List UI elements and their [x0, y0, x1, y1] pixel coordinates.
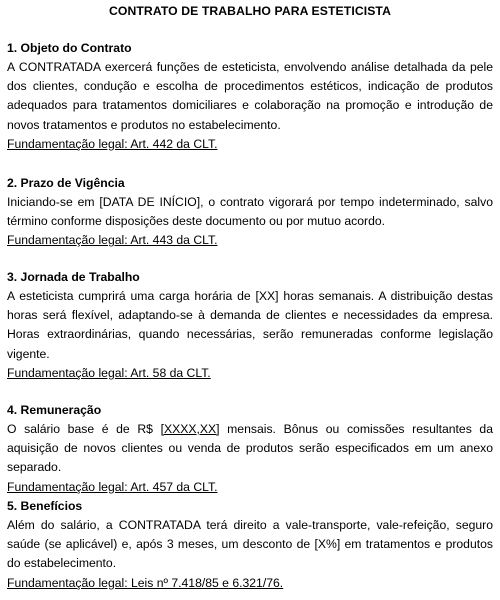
section-objeto — [7, 40, 493, 154]
section-heading: 2. Prazo de Vigência — [7, 176, 125, 190]
section-text: A esteticista cumprirá uma carga horária de [XX] horas semanais. A distribuição destas horas será flexível, adaptando-se à demanda de clientes e necessidades da empresa. Horas extraordinárias, quando necessárias, serão remuneradas conforme legislação vigente. — [7, 289, 493, 361]
document-title: CONTRATO DE TRABALHO PARA ESTETICISTA — [109, 4, 391, 18]
legal-reference: Fundamentação legal: Art. 442 da CLT. — [7, 136, 218, 151]
section-jornada — [7, 269, 493, 383]
legal-reference: Fundamentação legal: Art. 457 da CLT. — [7, 479, 218, 494]
section-beneficios — [7, 498, 493, 593]
section-heading: 4. Remuneração — [7, 403, 102, 417]
legal-reference: Fundamentação legal: Art. 443 da CLT. — [7, 233, 218, 248]
text-before: O salário base é de R$ — [7, 422, 161, 436]
salary-placeholder: [XXXX,XX] — [160, 422, 220, 436]
section-text: Além do salário, a CONTRATADA terá direito a vale-transporte, vale-refeição, seguro saúde (se aplicável) e, após 3 meses, um desconto de [X%] em tratamentos e produtos do estabelecimento. — [7, 518, 493, 571]
section-text: Iniciando-se em [DATA DE INÍCIO], o contrato vigorará por tempo indeterminado, salvo término conforme disposições deste documento ou por mutuo acordo. — [7, 195, 493, 229]
section-heading: 3. Jornada de Trabalho — [7, 270, 140, 284]
section-remuneracao — [7, 402, 493, 497]
legal-reference: Fundamentação legal: Leis nº 7.418/85 e 6.321/76. — [7, 575, 284, 590]
section-text — [7, 420, 493, 478]
legal-reference: Fundamentação legal: Art. 58 da CLT. — [7, 365, 211, 380]
section-text: A CONTRATADA exercerá funções de esteticista, envolvendo análise detalhada da pele dos clientes, condução e escolha de procedimentos estéticos, indicação de produtos adequados para tratamentos domiciliares e colaboração na promoção e introdução de novos tratamentos e produtos no estabelecimento. — [7, 60, 493, 132]
section-heading: 5. Benefícios — [7, 499, 83, 513]
text-after: mensais. Bônus ou comissões resultantes da aquisição de novos clientes ou venda de produtos serão especificados em um anexo separado. — [7, 422, 493, 475]
section-prazo — [7, 175, 493, 250]
section-heading: 1. Objeto do Contrato — [7, 41, 132, 55]
